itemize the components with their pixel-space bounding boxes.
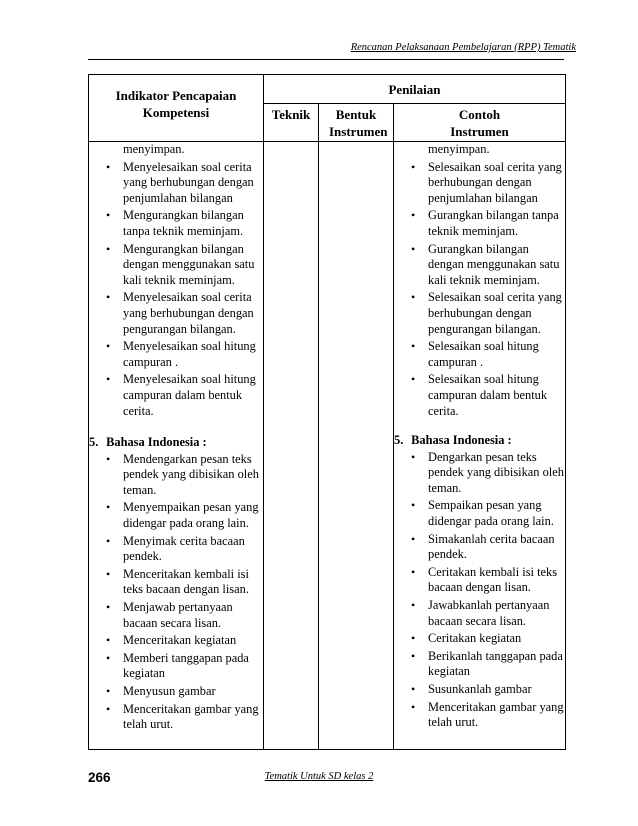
list-item — [89, 339, 263, 370]
list-item-text: Menyusun gambar — [123, 684, 216, 698]
page-footer: Tematik Untuk SD kelas 2 — [264, 771, 374, 782]
bullet-icon: • — [411, 498, 416, 513]
table-body-row — [89, 142, 566, 750]
list-item-text: Gurangkan bilangan tanpa teknik meminjam. — [428, 208, 559, 238]
list-item-text: Selesaikan soal hitung campuran dalam bentuk cerita. — [428, 372, 548, 418]
continuation-text: menyimpan. — [428, 142, 490, 156]
bullet-icon: • — [106, 372, 111, 387]
list-item — [394, 290, 565, 337]
bullet-icon: • — [411, 531, 416, 546]
list-item — [89, 242, 263, 289]
section-heading-bahasa-indonesia — [394, 433, 565, 449]
list-item-text: Dengarkan pesan teks pendek yang dibisikan oleh teman. — [428, 449, 564, 495]
contoh-cell — [394, 142, 566, 750]
math-indicator-list — [394, 160, 565, 420]
list-item — [89, 684, 263, 700]
bullet-icon: • — [106, 600, 111, 615]
list-item — [394, 372, 565, 419]
list-item-text: Menyelesaikan soal cerita yang berhubungan dengan pengurangan bilangan. — [123, 290, 254, 336]
list-item-text: Mengurangkan bilangan tanpa teknik meminjam. — [123, 208, 244, 238]
list-item-text: Menceritakan gambar yang telah urut. — [123, 701, 259, 732]
bullet-icon: • — [411, 159, 416, 174]
list-item-text: Selesaikan soal hitung campuran . — [428, 339, 539, 369]
assessment-table — [88, 74, 566, 750]
list-item-text: Berikanlah tanggapan pada kegiatan — [428, 648, 563, 679]
page-number: 266 — [88, 770, 111, 785]
bullet-icon: • — [411, 372, 416, 387]
list-item — [89, 600, 263, 631]
list-item-text: Mengurangkan bilangan dengan menggunakan satu kali teknik meminjam. — [123, 241, 255, 287]
list-item — [89, 567, 263, 598]
bentuk-cell — [319, 142, 394, 750]
list-item — [394, 700, 565, 731]
list-item — [394, 339, 565, 370]
bullet-icon: • — [411, 241, 416, 256]
list-item-text: Menyelesaikan soal hitung campuran dalam bentuk cerita. — [123, 372, 256, 418]
list-item — [89, 160, 263, 207]
list-item-text: Susunkanlah gambar — [428, 682, 532, 696]
header-bentuk: Bentuk Instrumen — [319, 104, 394, 142]
bullet-icon: • — [106, 451, 111, 466]
bullet-icon: • — [411, 682, 416, 696]
list-item — [89, 534, 263, 565]
list-item — [394, 208, 565, 239]
list-item — [89, 702, 263, 733]
list-item-text: Menceritakan kegiatan — [123, 633, 237, 648]
list-item-text: Ceritakan kembali isi teks bacaan dengan lisan. — [428, 564, 558, 595]
list-item-text: Mendengarkan pesan teks pendek yang dibisikan oleh teman. — [123, 451, 259, 497]
list-item — [89, 633, 263, 649]
list-item-text: Memberi tanggapan pada kegiatan — [123, 650, 249, 681]
bullet-icon: • — [106, 339, 111, 354]
list-item-text: Menyelesaikan soal cerita yang berhubungan dengan penjumlahan bilangan — [123, 159, 254, 205]
list-item — [394, 450, 565, 497]
bullet-icon: • — [411, 290, 416, 305]
list-item — [394, 160, 565, 207]
list-item — [89, 452, 263, 499]
bahasa-indicator-list — [89, 452, 263, 733]
bullet-icon: • — [106, 241, 111, 256]
section-number: 5. — [89, 435, 99, 450]
bullet-icon: • — [106, 159, 111, 174]
list-item-text: Menceritakan kembali isi teks bacaan dengan lisan. — [123, 566, 249, 597]
list-item-text: Simakanlah cerita bacaan pendek. — [428, 531, 555, 562]
bullet-icon: • — [411, 208, 416, 223]
bullet-icon: • — [411, 648, 416, 663]
header-indikator: Indikator Pencapaian Kompetensi — [89, 75, 264, 142]
math-indicator-list — [89, 160, 263, 420]
header-rule — [88, 59, 564, 60]
bahasa-indicator-list — [394, 450, 565, 731]
list-item-text: Sempaikan pesan yang didengar pada orang lain. — [428, 498, 554, 529]
list-item — [394, 631, 565, 647]
list-item — [394, 532, 565, 563]
list-item-text: Menyempaikan pesan yang didengar pada orang lain. — [123, 500, 259, 531]
list-item-text: Menceritakan gambar yang telah urut. — [428, 699, 564, 730]
bullet-icon: • — [106, 208, 111, 223]
header-teknik: Teknik — [264, 104, 319, 142]
running-header: Rencanan Pelaksanaan Pembelajaran (RPP) Tematik — [350, 42, 576, 53]
list-item — [89, 290, 263, 337]
list-item-text: Menyelesaikan soal hitung campuran . — [123, 339, 256, 369]
section-number: 5. — [394, 433, 404, 448]
list-item — [394, 682, 565, 698]
bullet-icon: • — [106, 566, 111, 581]
bullet-icon: • — [106, 684, 111, 698]
bullet-icon: • — [411, 631, 416, 646]
continuation-text: menyimpan. — [123, 142, 185, 156]
list-item-text: Gurangkan bilangan dengan menggunakan satu kali teknik meminjam. — [428, 241, 560, 287]
list-item — [394, 598, 565, 629]
list-item-text: Selesaikan soal cerita yang berhubungan dengan penjumlahan bilangan — [428, 159, 562, 205]
bullet-icon: • — [411, 339, 416, 354]
list-item-text: Menjawab pertanyaan bacaan secara lisan. — [123, 600, 233, 630]
list-item-text: Menyimak cerita bacaan pendek. — [123, 533, 245, 564]
bullet-icon: • — [411, 449, 416, 464]
header-contoh: Contoh Instrumen — [394, 104, 566, 142]
list-item — [89, 208, 263, 239]
list-item — [394, 242, 565, 289]
bullet-icon: • — [106, 650, 111, 665]
bullet-icon: • — [106, 701, 111, 716]
bullet-icon: • — [106, 500, 111, 515]
list-item-text: Jawabkanlah pertanyaan bacaan secara lisan. — [428, 598, 550, 628]
bullet-icon: • — [106, 290, 111, 305]
list-item — [394, 498, 565, 529]
section-title: Bahasa Indonesia : — [106, 435, 207, 450]
bullet-icon: • — [106, 533, 111, 548]
list-item — [394, 649, 565, 680]
bullet-icon: • — [411, 699, 416, 714]
list-item — [89, 372, 263, 419]
list-item — [89, 651, 263, 682]
indikator-cell — [89, 142, 264, 750]
table-header-row-1 — [89, 75, 566, 104]
section-heading-bahasa-indonesia — [89, 435, 263, 451]
teknik-cell — [264, 142, 319, 750]
list-item-text: Ceritakan kegiatan — [428, 631, 522, 646]
bullet-icon: • — [411, 564, 416, 579]
section-title: Bahasa Indonesia : — [411, 433, 512, 448]
header-penilaian: Penilaian — [264, 75, 566, 104]
bullet-icon: • — [106, 633, 111, 648]
list-item — [394, 565, 565, 596]
list-item — [89, 500, 263, 531]
list-item-text: Selesaikan soal cerita yang berhubungan dengan pengurangan bilangan. — [428, 290, 562, 336]
bullet-icon: • — [411, 598, 416, 613]
